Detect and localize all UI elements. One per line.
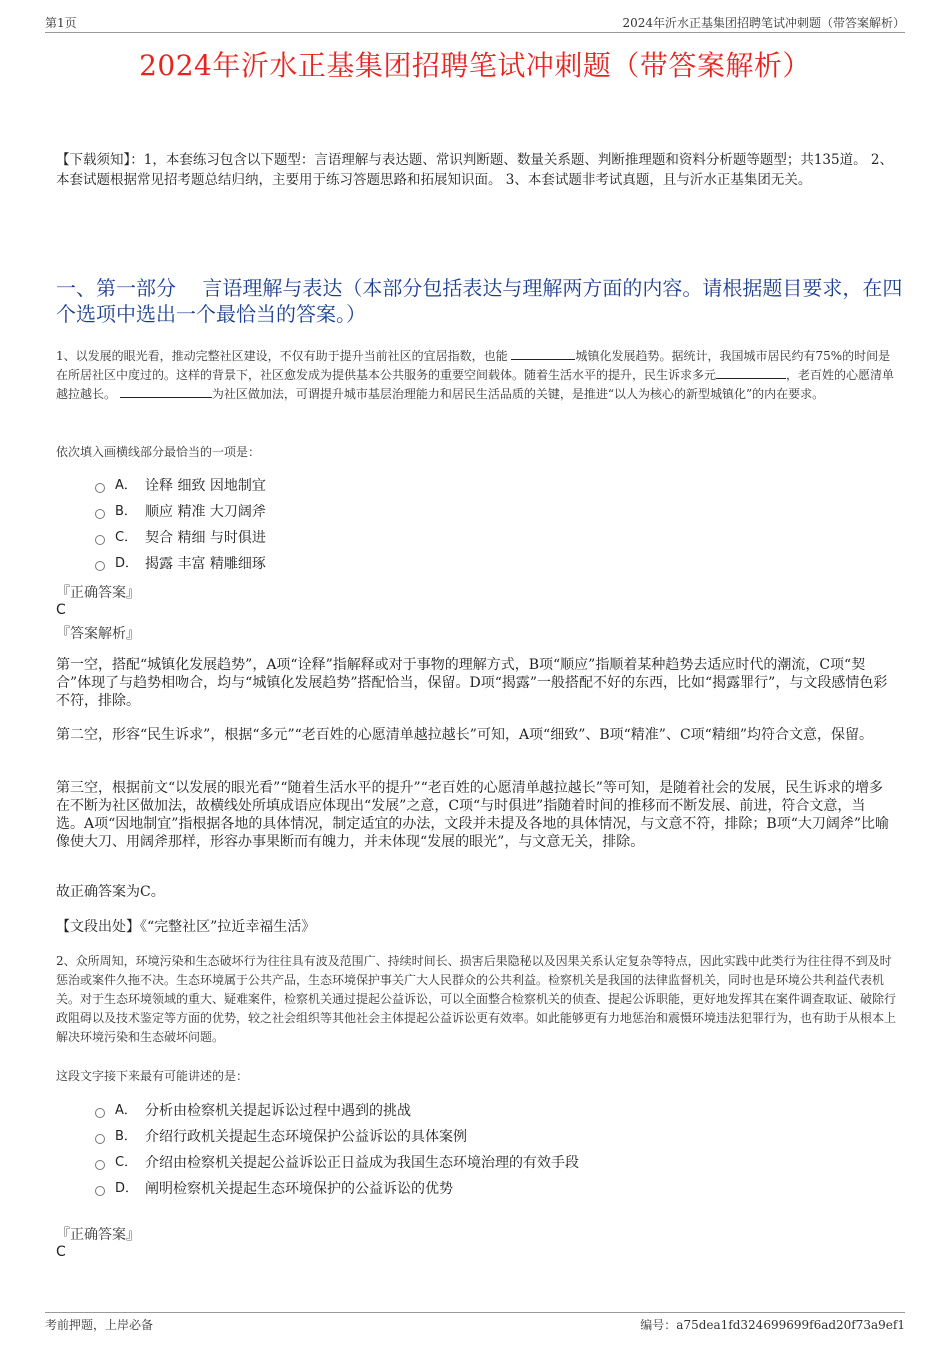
radio-icon[interactable] bbox=[95, 1108, 105, 1118]
answer-label: 『正确答案』 bbox=[56, 585, 140, 601]
analysis-label: 『答案解析』 bbox=[56, 626, 140, 642]
section-title: 一、第一部分 言语理解与表达（本部分包括表达与理解两方面的内容。请根据题目要求，在四个选项中选出一个最恰当的答案。） bbox=[56, 276, 903, 326]
radio-icon[interactable] bbox=[95, 1186, 105, 1196]
page-header bbox=[45, 12, 905, 33]
page-footer bbox=[45, 1312, 905, 1335]
question-2-options bbox=[95, 1098, 579, 1202]
question-1-options bbox=[95, 473, 266, 577]
header-doc-title: 2024年沂水正基集团招聘笔试冲刺题（带答案解析） bbox=[622, 16, 905, 30]
radio-icon[interactable] bbox=[95, 483, 105, 493]
option-d[interactable]: D． 阐明检察机关提起生态环境保护的公益诉讼的优势 bbox=[95, 1176, 579, 1202]
question-1-text: 1、以发展的眼光看，推动完整社区建设，不仅有助于提升当前社区的宜居指数，也能 城镇化发展趋势。据统计，我国城市居民约有75%的时间是在所居社区中度过的。这样的背景下，社区愈发成为提供基本公共服务的重要空间载体。随着生活水平的提升，民生诉求多元 ，老百姓的心愿清单越拉越长。 为社区做加法，可谓提升城市基层治理能力和居民生活品质的关键，是推进“以人为核心的新型城镇化”的内在要求。 bbox=[56, 349, 895, 401]
option-b[interactable]: B． 介绍行政机关提起生态环境保护公益诉讼的具体案例 bbox=[95, 1124, 579, 1150]
radio-icon[interactable] bbox=[95, 535, 105, 545]
option-c[interactable]: C． 契合 精细 与时俱进 bbox=[95, 525, 266, 551]
text-source: 【文段出处】《“完整社区”拉近幸福生活》 bbox=[56, 919, 316, 935]
download-notice: 【下载须知】：1，本套练习包含以下题型：言语理解与表达题、常识判断题、数量关系题、判断推理题和资料分析题等题型；共135道。 2、本套试题根据常见招考题总结归纳，主要用于练习答题思路和拓展知识面。 3、本套试题非考试真题，且与沂水正基集团无关。 bbox=[56, 152, 893, 188]
question-1-prompt: 依次填入画横线部分最恰当的一项是： bbox=[56, 445, 261, 459]
answer-label: 『正确答案』 bbox=[56, 1227, 140, 1243]
fill-blank-2 bbox=[716, 366, 786, 379]
analysis-conclusion: 故正确答案为C。 bbox=[56, 884, 165, 900]
option-b[interactable]: B． 顺应 精准 大刀阔斧 bbox=[95, 499, 266, 525]
footer-serial: 编号：a75dea1fd324699699f6ad20f73a9ef1 bbox=[640, 1318, 905, 1332]
radio-icon[interactable] bbox=[95, 509, 105, 519]
answer-value: C bbox=[56, 602, 66, 618]
option-c[interactable]: C． 介绍由检察机关提起公益诉讼正日益成为我国生态环境治理的有效手段 bbox=[95, 1150, 579, 1176]
fill-blank-3 bbox=[120, 385, 212, 398]
fill-blank-1 bbox=[511, 347, 575, 360]
option-a[interactable]: A． 诠释 细致 因地制宜 bbox=[95, 473, 266, 499]
option-d[interactable]: D． 揭露 丰富 精雕细琢 bbox=[95, 551, 266, 577]
document-title: 2024年沂水正基集团招聘笔试冲刺题（带答案解析） bbox=[139, 49, 811, 82]
option-a[interactable]: A． 分析由检察机关提起诉讼过程中遇到的挑战 bbox=[95, 1098, 579, 1124]
question-2-prompt: 这段文字接下来最有可能讲述的是： bbox=[56, 1069, 249, 1083]
answer-value: C bbox=[56, 1244, 66, 1260]
radio-icon[interactable] bbox=[95, 1134, 105, 1144]
page-number: 第1页 bbox=[45, 16, 77, 30]
analysis-paragraph-3: 第三空，根据前文“以发展的眼光看”“随着生活水平的提升”“老百姓的心愿清单越拉越长”等可知，是随着社会的发展，民生诉求的增多在不断为社区做加法，故横线处所填成语应体现出“发展”之意，C项“与时俱进”指随着时间的推移而不断发展、前进，符合文意，当选。A项“因地制宜”指根据各地的具体情况，制定适宜的办法，文段并未提及各地的具体情况，与文意不符，排除；B项“大刀阔斧”比喻像使大刀、用阔斧那样，形容办事果断而有魄力，并未体现“发展的眼光”，与文意无关，排除。 bbox=[56, 780, 890, 850]
footer-slogan: 考前押题，上岸必备 bbox=[45, 1318, 154, 1332]
analysis-paragraph-2: 第二空，形容“民生诉求”，根据“多元”“老百姓的心愿清单越拉越长”可知，A项“细致”、B项“精准”、C项“精细”均符合文意，保留。 bbox=[56, 727, 873, 743]
radio-icon[interactable] bbox=[95, 1160, 105, 1170]
question-2-text: 2、众所周知，环境污染和生态破坏行为往往具有波及范围广、持续时间长、损害后果隐秘以及因果关系认定复杂等特点，因此实践中此类行为往往得不到及时惩治或案件久拖不决。生态环境属于公共产品，生态环境保护事关广大人民群众的公共利益。检察机关是我国的法律监督机关，同时也是环境公共利益代表机关。对于生态环境领域的重大、疑难案件，检察机关通过提起公益诉讼，可以全面整合检察机关的侦查、提起公诉职能，更好地发挥其在案件调查取证、破除行政阻碍以及技术鉴定等方面的优势，较之社会组织等其他社会主体提起公益诉讼更有效率。如此能够更有力地惩治和震慑环境违法犯罪行为，也有助于从根本上解决环境污染和生态破坏问题。 bbox=[56, 954, 897, 1044]
analysis-paragraph-1: 第一空，搭配“城镇化发展趋势”，A项“诠释”指解释或对于事物的理解方式，B项“顺应”指顺着某种趋势去适应时代的潮流，C项“契合”体现了与趋势相吻合，均与“城镇化发展趋势”搭配恰当，保留。D项“揭露”一般搭配不好的东西，比如“揭露罪行”，与文段感情色彩不符，排除。 bbox=[56, 657, 888, 709]
radio-icon[interactable] bbox=[95, 561, 105, 571]
